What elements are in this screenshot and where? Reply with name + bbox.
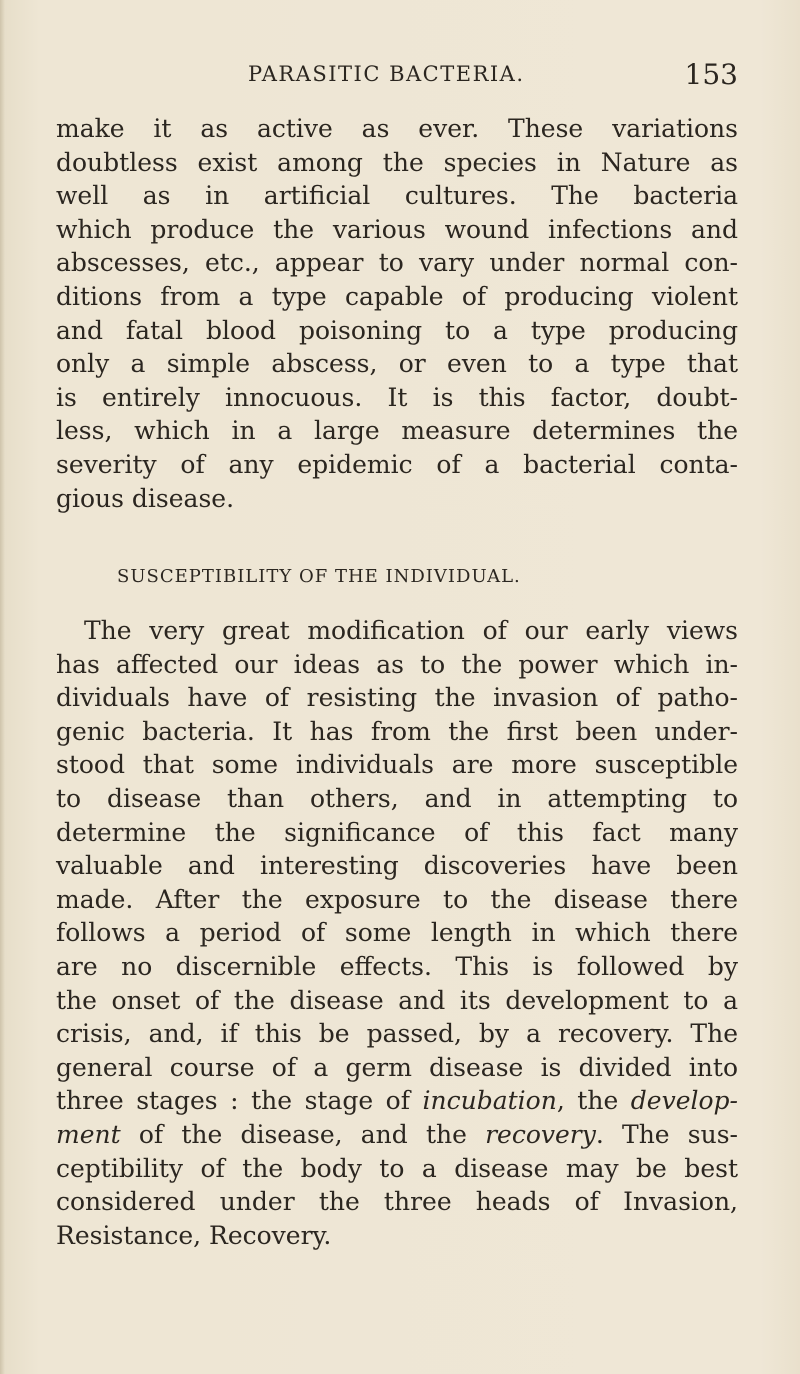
paragraph-2 — [56, 614, 738, 1252]
text-line: general course of a germ disease is divided into — [56, 1052, 738, 1082]
text-line: only a simple abscess, or even to a type that — [56, 349, 738, 379]
text-line: doubtless exist among the species in Nature as — [56, 147, 738, 177]
text-line: genic bacteria. It has from the first been under- — [56, 716, 738, 746]
running-title: PARASITIC BACTERIA. — [248, 62, 525, 86]
text-run: of the disease, and the — [120, 1119, 486, 1149]
text-line: crisis, and, if this be passed, by a recovery. The — [56, 1019, 738, 1049]
text-run: , the — [556, 1086, 631, 1116]
text-line-with-italics — [56, 1084, 738, 1118]
text-line: follows a period of some length in which there — [56, 918, 738, 948]
page-gutter-shadow — [0, 0, 5, 1374]
text-line: gious disease. — [56, 483, 235, 513]
italic-term-development-cont: ment — [56, 1119, 121, 1149]
text-line: The very great modification of our early views — [84, 616, 738, 645]
text-run: three stages : the stage of — [56, 1086, 423, 1116]
text-line: and fatal blood poisoning to a type producing — [56, 315, 738, 345]
text-line: is entirely innocuous. It is this factor, doubt- — [56, 382, 738, 412]
text-line: well as in artificial cultures. The bacteria — [56, 181, 738, 211]
text-line: ceptibility of the body to a disease may be best — [56, 1153, 738, 1183]
text-line: which produce the various wound infections and — [56, 214, 738, 244]
text-line: made. After the exposure to the disease there — [56, 884, 738, 914]
text-line: less, which in a large measure determines the — [56, 416, 738, 446]
text-line: to disease than others, and in attempting to — [56, 783, 738, 813]
text-run: . The sus- — [595, 1119, 738, 1149]
text-line: Resistance, Recovery. — [56, 1220, 332, 1250]
text-line: ditions from a type capable of producing violent — [56, 281, 738, 311]
text-line: are no discernible effects. This is followed by — [56, 951, 738, 981]
text-line: stood that some individuals are more susceptible — [56, 750, 738, 780]
page-number: 153 — [684, 58, 738, 91]
text-line: severity of any epidemic of a bacterial conta- — [56, 449, 738, 479]
running-head — [56, 58, 738, 94]
text-line: make it as active as ever. These variations — [56, 114, 738, 143]
section-heading: SUSCEPTIBILITY OF THE INDIVIDUAL. — [117, 566, 521, 587]
text-line-with-italics — [56, 1118, 738, 1152]
text-line: valuable and interesting discoveries have been — [56, 851, 738, 881]
italic-term-incubation: incubation — [422, 1086, 557, 1116]
text-line: the onset of the disease and its development to a — [56, 985, 738, 1015]
italic-term-development: develop- — [630, 1086, 738, 1116]
text-line: abscesses, etc., appear to vary under normal con- — [56, 248, 738, 278]
text-line: has affected our ideas as to the power which in- — [56, 649, 738, 679]
text-line: considered under the three heads of Invasion, — [56, 1187, 738, 1217]
paragraph-1 — [56, 112, 738, 515]
italic-term-recovery: recovery — [485, 1119, 596, 1149]
text-line: dividuals have of resisting the invasion of patho- — [56, 683, 738, 713]
text-line: determine the significance of this fact many — [56, 817, 738, 847]
